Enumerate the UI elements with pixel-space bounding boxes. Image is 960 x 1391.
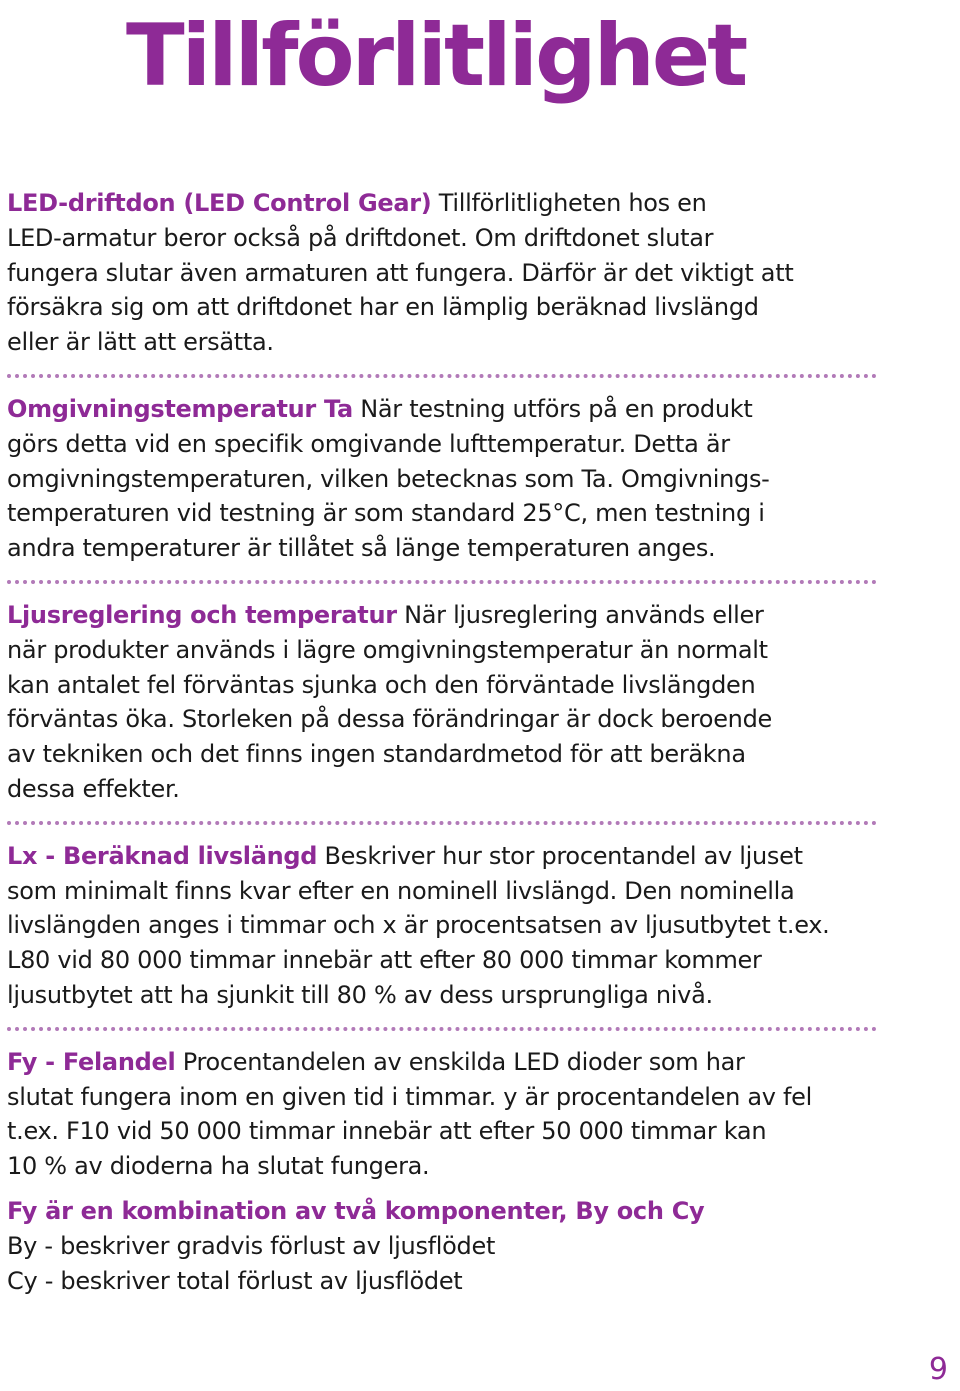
paragraph-line: LED-armatur beror också på driftdonet. Om driftdonet slutar bbox=[7, 223, 714, 252]
section-omgivningstemperatur bbox=[7, 392, 885, 566]
paragraph-line: andra temperaturer är tillåtet så länge temperaturen anges. bbox=[7, 534, 716, 563]
section-heading: Fy är en kombination av två komponenter, By och Cy bbox=[7, 1196, 705, 1225]
section-fy-felandel bbox=[7, 1045, 885, 1184]
line-text: Beskriver hur stor procentandel av ljuset bbox=[317, 841, 803, 870]
paragraph-line: fungera slutar även armaturen att fungera. Därför är det viktigt att bbox=[7, 258, 794, 287]
page-number: 9 bbox=[928, 1352, 948, 1387]
paragraph-line bbox=[7, 392, 885, 427]
paragraph-line: Cy - beskriver total förlust av ljusflödet bbox=[7, 1266, 463, 1295]
paragraph-line: t.ex. F10 vid 50 000 timmar innebär att efter 50 000 timmar kan bbox=[7, 1117, 767, 1146]
paragraph-line: som minimalt finns kvar efter en nominell livslängd. Den nominella bbox=[7, 876, 795, 905]
content-column bbox=[7, 186, 885, 1298]
dotted-divider bbox=[7, 1027, 877, 1031]
line-text: När testning utförs på en produkt bbox=[352, 394, 753, 423]
paragraph-line: kan antalet fel förväntas sjunka och den förväntade livslängden bbox=[7, 670, 756, 699]
paragraph-line: livslängden anges i timmar och x är procentsatsen av ljusutbytet t.ex. bbox=[7, 911, 830, 940]
paragraph-line: av tekniken och det finns ingen standardmetod för att beräkna bbox=[7, 740, 746, 769]
paragraph-line: förväntas öka. Storleken på dessa förändringar är dock beroende bbox=[7, 705, 772, 734]
paragraph-line: L80 vid 80 000 timmar innebär att efter 80 000 timmar kommer bbox=[7, 946, 762, 975]
section-heading: Lx - Beräknad livslängd bbox=[7, 841, 318, 870]
page-title: Tillförlitlighet bbox=[126, 6, 746, 106]
line-text: Procentandelen av enskilda LED dioder som har bbox=[175, 1047, 745, 1076]
paragraph-line bbox=[7, 186, 885, 221]
section-fy-components bbox=[7, 1194, 885, 1298]
line-text: Tillförlitligheten hos en bbox=[431, 189, 707, 217]
paragraph-line: försäkra sig om att driftdonet har en lämplig beräknad livslängd bbox=[7, 293, 759, 322]
section-ljusreglering bbox=[7, 598, 885, 807]
section-heading: Omgivningstemperatur Ta bbox=[7, 394, 353, 423]
dotted-divider bbox=[7, 580, 877, 584]
paragraph-line: omgivningstemperaturen, vilken betecknas som Ta. Omgivnings- bbox=[7, 464, 770, 493]
paragraph-line: görs detta vid en specifik omgivande lufttemperatur. Detta är bbox=[7, 429, 730, 458]
paragraph-line: när produkter används i lägre omgivningstemperatur än normalt bbox=[7, 635, 768, 664]
spacer bbox=[7, 1184, 885, 1194]
section-heading: LED-driftdon (LED Control Gear) bbox=[7, 189, 432, 217]
section-heading: Fy - Felandel bbox=[7, 1047, 176, 1076]
paragraph-line: dessa effekter. bbox=[7, 774, 180, 803]
paragraph-line: temperaturen vid testning är som standard 25°C, men testning i bbox=[7, 499, 765, 528]
paragraph-line: eller är lätt att ersätta. bbox=[7, 328, 274, 357]
section-lx-livslangd bbox=[7, 839, 885, 1013]
paragraph-line: 10 % av dioderna ha slutat fungera. bbox=[7, 1152, 430, 1181]
paragraph-line bbox=[7, 1045, 885, 1080]
section-heading: Ljusreglering och temperatur bbox=[7, 600, 397, 629]
section-led-driftdon bbox=[7, 186, 885, 360]
line-text: När ljusreglering används eller bbox=[396, 600, 764, 629]
paragraph-line bbox=[7, 598, 885, 633]
dotted-divider bbox=[7, 374, 877, 378]
dotted-divider bbox=[7, 821, 877, 825]
paragraph-line bbox=[7, 839, 885, 874]
paragraph-line: ljusutbytet att ha sjunkit till 80 % av dess ursprungliga nivå. bbox=[7, 980, 713, 1009]
paragraph-line: By - beskriver gradvis förlust av ljusflödet bbox=[7, 1231, 496, 1260]
paragraph-line: slutat fungera inom en given tid i timmar. y är procentandelen av fel bbox=[7, 1082, 812, 1111]
